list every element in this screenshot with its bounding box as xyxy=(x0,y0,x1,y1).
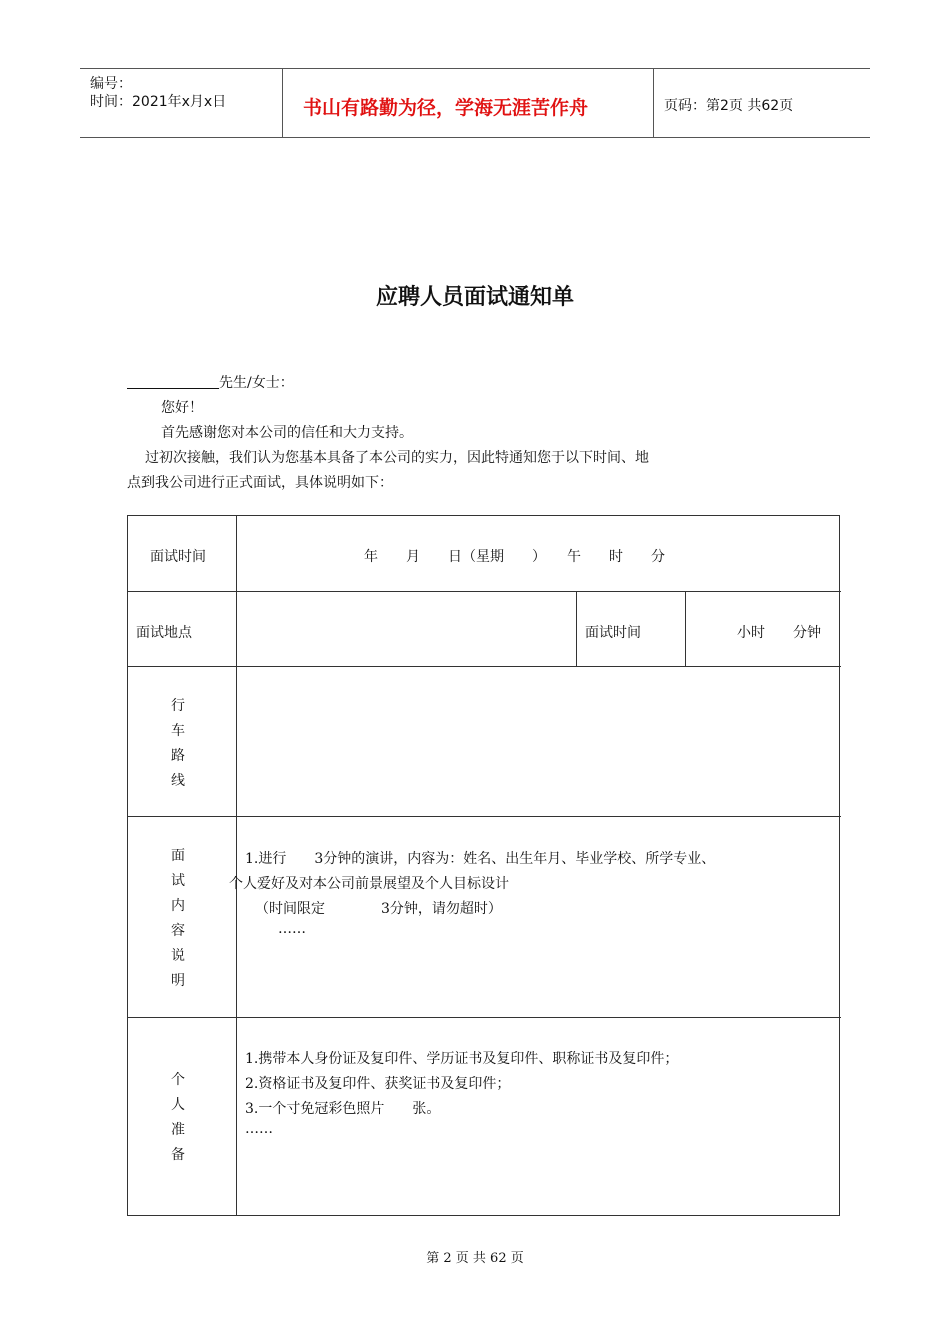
route-label-char: 路 xyxy=(171,748,185,764)
column-divider xyxy=(236,516,237,1215)
preparation-line-1: 1.携带本人身份证及复印件、学历证书及复印件、职称证书及复印件； xyxy=(245,1051,679,1067)
content-label-char: 说 xyxy=(171,948,185,964)
content-label-char: 容 xyxy=(171,923,185,939)
name-blank xyxy=(127,374,219,389)
content-label xyxy=(168,844,188,994)
row-divider xyxy=(128,591,841,592)
page-footer: 第 2 页 共 62 页 xyxy=(426,1251,524,1266)
header-page-number: 页码：第2页 共62页 xyxy=(664,98,794,114)
letter-line-1: 首先感谢您对本公司的信任和大力支持。 xyxy=(161,425,413,441)
column-divider xyxy=(576,591,577,666)
interview-duration-label: 面试时间 xyxy=(585,625,641,641)
row-divider xyxy=(128,1017,841,1018)
content-line-1: 1.进行 3分钟的演讲，内容为：姓名、出生年月、毕业学校、所学专业、 xyxy=(245,851,716,867)
content-label-char: 明 xyxy=(171,973,185,989)
interview-time-label: 面试时间 xyxy=(150,549,206,565)
header-motto: 书山有路勤为径，学海无涯苦作舟 xyxy=(303,97,589,119)
content-label-char: 面 xyxy=(171,848,185,864)
route-label-char: 行 xyxy=(171,698,185,714)
content-line-4: …… xyxy=(278,921,306,937)
preparation-label-char: 准 xyxy=(171,1122,185,1138)
letter-line-3: 点到我公司进行正式面试，具体说明如下： xyxy=(127,475,393,491)
content-line-3: （时间限定 3分钟，请勿超时） xyxy=(255,901,502,917)
preparation-label xyxy=(168,1068,188,1168)
header-meta-cell xyxy=(80,69,283,137)
route-label-char: 线 xyxy=(171,773,185,789)
route-label-char: 车 xyxy=(171,723,185,739)
salutation-line xyxy=(127,372,294,392)
header-number: 编号： xyxy=(90,76,132,92)
preparation-line-3: 3.一个寸免冠彩色照片 张。 xyxy=(245,1101,441,1117)
preparation-label-char: 备 xyxy=(171,1147,185,1163)
interview-location-label: 面试地点 xyxy=(136,625,192,641)
header-page-cell xyxy=(654,69,870,137)
row-divider xyxy=(128,816,841,817)
preparation-line-4: …… xyxy=(245,1121,273,1137)
content-label-char: 内 xyxy=(171,898,185,914)
column-divider xyxy=(685,591,686,666)
page-header xyxy=(80,68,870,138)
salutation: 先生/女士： xyxy=(219,375,294,391)
document-title: 应聘人员面试通知单 xyxy=(375,285,574,310)
greeting: 您好！ xyxy=(161,400,203,416)
interview-time-value: 年 月 日（星期 ） 午 时 分 xyxy=(364,549,665,565)
row-divider xyxy=(128,666,841,667)
content-label-char: 试 xyxy=(171,873,185,889)
interview-duration-value: 小时 分钟 xyxy=(737,625,821,641)
preparation-line-2: 2.资格证书及复印件、获奖证书及复印件； xyxy=(245,1076,511,1092)
preparation-label-char: 个 xyxy=(171,1072,185,1088)
interview-table xyxy=(127,515,840,1216)
letter-line-2: 过初次接触，我们认为您基本具备了本公司的实力，因此特通知您于以下时间、地 xyxy=(145,450,649,466)
content-line-2: 个人爱好及对本公司前景展望及个人目标设计 xyxy=(229,876,509,892)
preparation-label-char: 人 xyxy=(171,1097,185,1113)
header-time: 时间：2021年x月x日 xyxy=(90,94,227,110)
header-motto-cell xyxy=(283,69,654,137)
route-label xyxy=(168,694,188,794)
